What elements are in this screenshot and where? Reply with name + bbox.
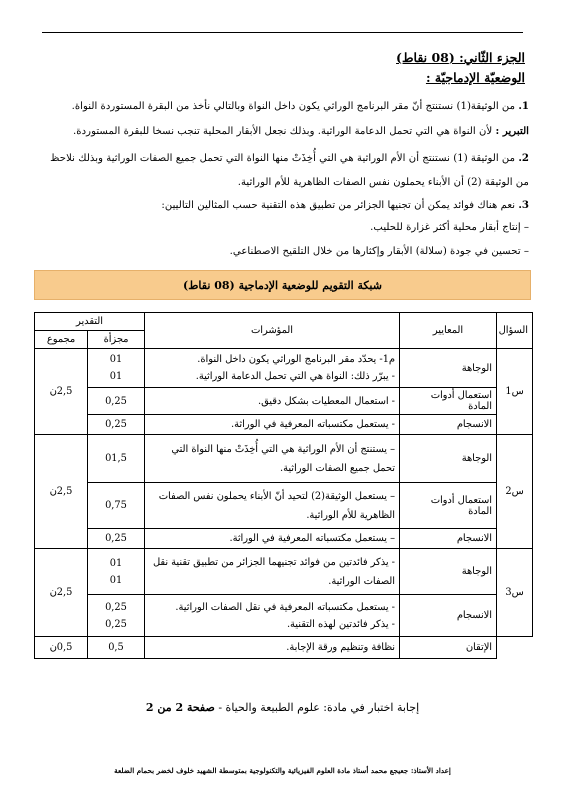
footer-subject: إجابة اختبار في مادة: علوم الطبيعة والحياة - [218,701,420,714]
q1-mark-3: 0,25 [88,415,145,435]
q3-criterion-1: الوجاهة [400,549,497,595]
header-total: مجموع [35,331,88,349]
situation-title: الوضعيّة الإدماجيّة : [425,70,525,85]
prepared-by: إعداد الأستاذ: جعيجع محمد أستاذ مادة العلوم الفيزيائية والتكنولوجية بمتوسطة الشهيد خلوف لخضر بحمام الضلعة [114,766,451,775]
header-question: السؤال [497,313,533,349]
q3-number: 3. [518,199,529,211]
q3-total: 2,5ن [35,549,88,637]
q3-indicator-2a: - يستعمل مكتسباته المعرفية في نقل الصفات الوراثية. [175,601,395,613]
q1-indicator-3: - يستعمل مكتسباته المعرفية في الوراثة. [145,415,400,435]
q3-text: نعم هناك فوائد يمكن أن تجنيها الجزائر من تطبيق هذه التقنية حسب المثالين التاليين: [161,200,516,211]
q2-mark-2: 0,75 [88,483,145,529]
q1-indicator-1a: م1- يحدّد مقر البرنامج الوراثي يكون داخل النواة. [197,354,395,365]
q2-label: س2 [497,435,533,549]
q3-bullet-1: – إنتاج أبقار محلية أكثر غزارة للحليب. [370,222,529,233]
q2-mark-3: 0,25 [88,529,145,549]
mastery-indicator: نظافة وتنظيم ورقة الإجابة. [145,637,400,659]
q3-indicators-2 [145,595,400,637]
q2-total: 2,5ن [35,435,88,549]
answer-q1 [34,97,529,116]
q3-mark-1a: 01 [109,557,123,569]
q3-indicator-1: - يذكر فائدتين من فوائد تجنيهما الجزائر من تطبيق تقنية نقل الصفات الوراثية. [145,549,400,595]
q2-criterion-1: الوجاهة [400,435,497,483]
answer-footer [0,701,565,714]
q2-text: من الوثيقة (1) نستنتج أن الأم الوراثية هي التي أُخِذَتْ منها النواة التي تحمل جميع الصفات الوراثية وبذلك نلاحظ من الوثيقة (2) أن الأبناء يحملون نفس الصفات الظاهرية للأم الوراثية. [50,153,529,188]
top-divider [42,32,523,33]
q1-text: من الوثيقة(1) نستنتج أنّ مقر البرنامج الوراثي يكون داخل النواة وبالتالي نأخذ من البقرة المستوردة النواة. [71,101,516,112]
header-partial: مجزأة [88,331,145,349]
q3-criterion-2: الانسجام [400,595,497,637]
q3-mark-2a: 0,25 [105,601,127,613]
q2-indicator-2: – يستعمل الوثيقة(2) لتحيد أنّ الأبناء يحملون نفس الصفات الظاهرية للأم الوراثية. [145,483,400,529]
q1-indicator-1b: - يبرّر ذلك: النواة هي التي تحمل الدعامة الوراثية. [195,371,395,382]
grading-table [34,312,533,659]
q3-marks-1 [88,549,145,595]
q2-mark-1: 01,5 [88,435,145,483]
q1-number: 1. [518,100,529,112]
answer-q2 [34,147,529,195]
q1-indicators-1 [145,349,400,388]
q1-indicator-2: - استعمال المعطيات بشكل دقيق. [145,388,400,415]
q2-indicator-3: – يستعمل مكتسباته المعرفية في الوراثة. [145,529,400,549]
answer-justification [34,122,529,141]
q3-indicator-2b: - يذكر فائدتين لهذه التقنية. [286,618,395,630]
q3-bullet-2: – تحسين في جودة (سلالة) الأبقار وإكثارها من خلال التلقيح الاصطناعي. [229,246,529,257]
answer-q3 [34,196,529,215]
justify-label: التبرير : [495,125,529,137]
q2-indicator-1: – يستنتج أن الأم الوراثية هي التي أُخِذَتْ منها النواة التي تحمل جميع الصفات الوراثية. [145,435,400,483]
q1-criterion-3: الانسجام [400,415,497,435]
mastery-empty-cell [497,637,533,659]
q1-criterion-1: الوجاهة [400,349,497,388]
q1-marks-1 [88,349,145,388]
footer-page-info: صفحة 2 من 2 [145,701,215,714]
mastery-criterion: الإتقان [400,637,497,659]
q2-criterion-3: الانسجام [400,529,497,549]
q2-criterion-2: استعمال أدوات المادة [400,483,497,529]
q1-total: 2,5ن [35,349,88,435]
q1-mark-1a: 01 [109,354,123,365]
q1-criterion-2: استعمال أدوات المادة [400,388,497,415]
header-grading: التقدير [35,313,145,331]
q3-label: س3 [497,549,533,637]
q3-marks-2 [88,595,145,637]
header-indicators: المؤشرات [145,313,400,349]
mastery-mark: 0,5 [88,637,145,659]
grading-banner: شبكة التقويم للوضعية الإدماجية (08 نقاط) [34,270,531,300]
q2-number: 2. [518,152,529,164]
mastery-total: 0,5ن [35,637,88,659]
q3-mark-2b: 0,25 [105,618,127,630]
q1-mark-2: 0,25 [88,388,145,415]
header-criteria: المعايير [400,313,497,349]
q3-mark-1b: 01 [109,574,123,586]
justify-text: لأن النواة هي التي تحمل الدعامة الوراثية. وبذلك نجعل الأبقار المحلية تنجب نسخا للبقرة المستوردة. [73,126,493,137]
part-title: الجزء الثّاني: (08 نقاط) [396,50,525,65]
q1-label: س1 [497,349,533,435]
q1-mark-1b: 01 [109,371,123,382]
